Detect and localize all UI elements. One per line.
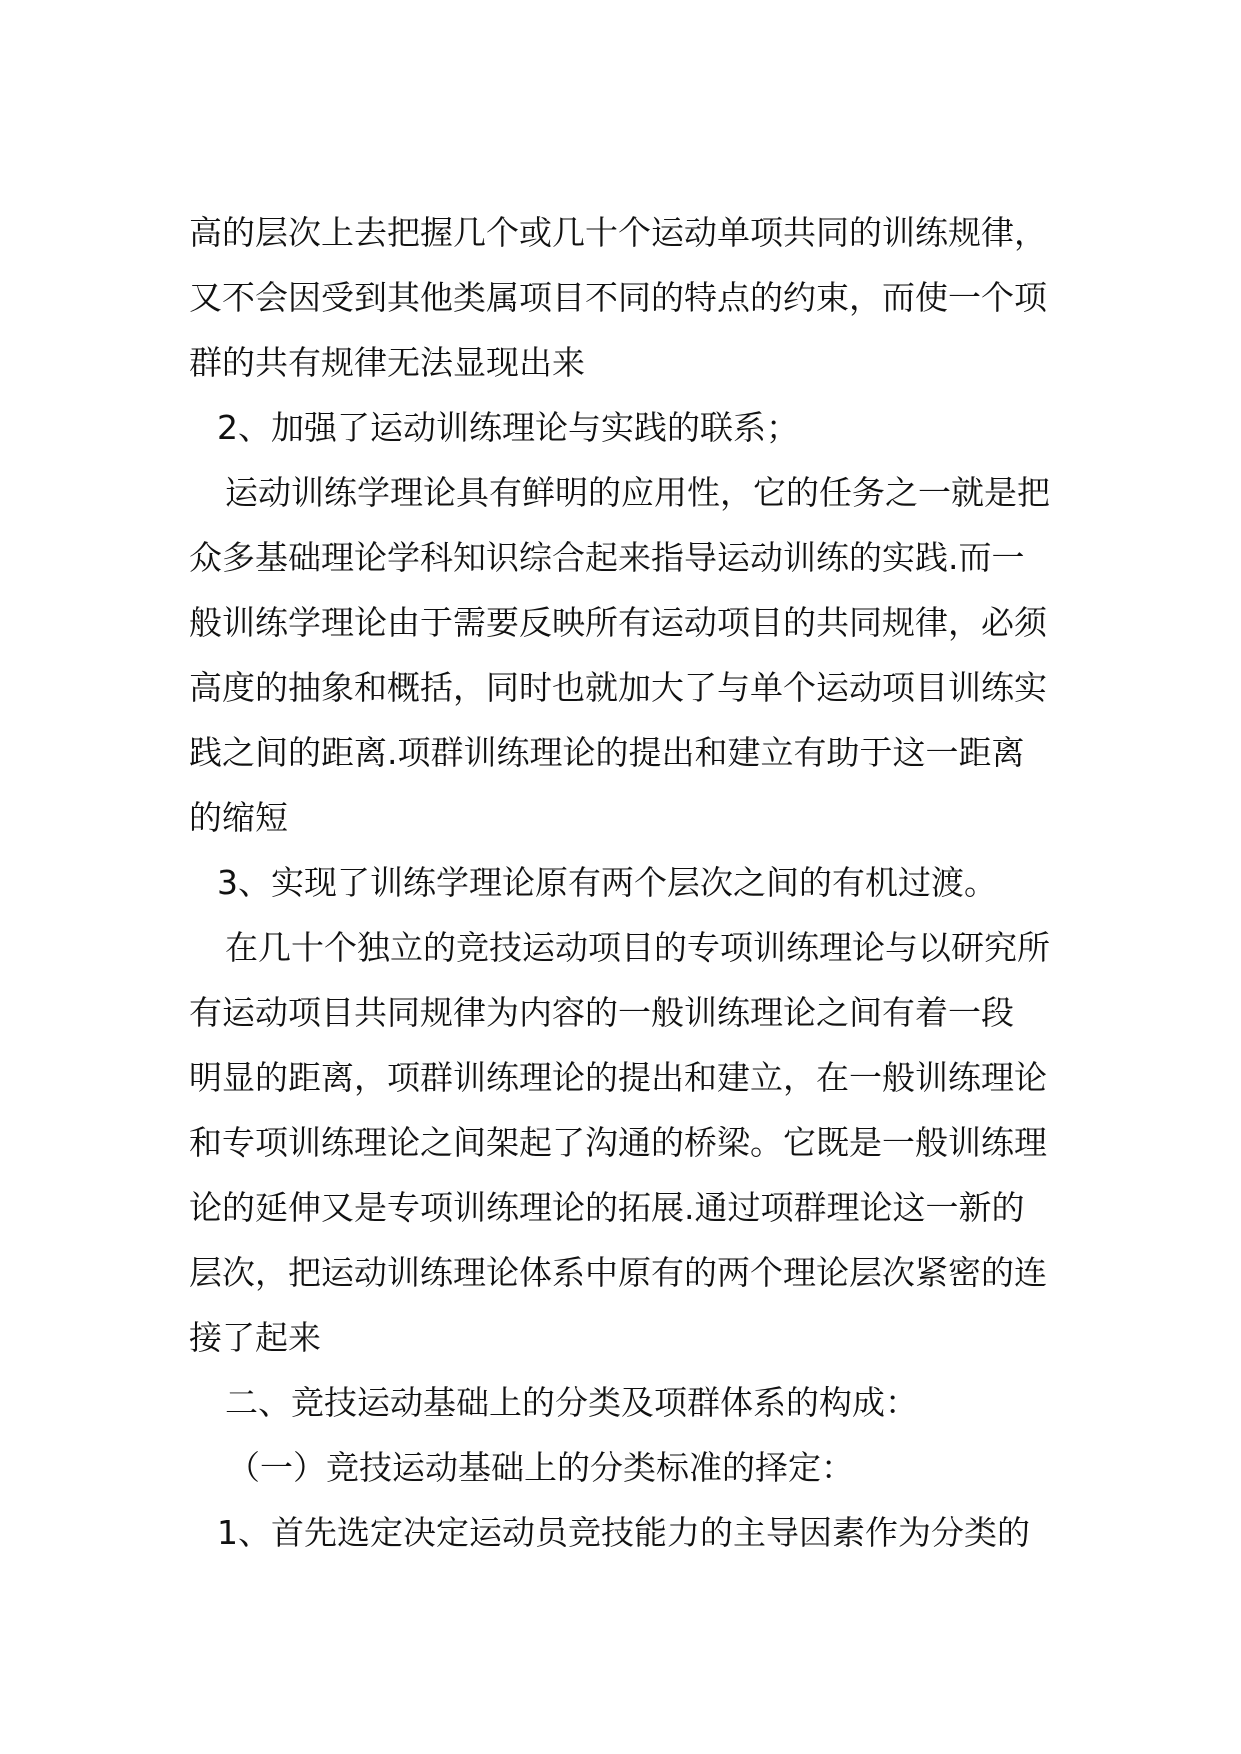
- text-line: 群的共有规律无法显现出来: [189, 343, 585, 382]
- text-line: 有运动项目共同规律为内容的一般训练理论之间有着一段: [189, 993, 1014, 1032]
- subsection-heading: （一）竞技运动基础上的分类标准的择定：: [227, 1448, 854, 1487]
- text-line: 3、实现了训练学理论原有两个层次之间的有机过渡。: [217, 863, 997, 902]
- text-line: 践之间的距离.项群训练理论的提出和建立有助于这一距离: [189, 733, 1025, 772]
- text-line: 的缩短: [189, 798, 288, 837]
- text-line: 运动训练学理论具有鲜明的应用性，它的任务之一就是把: [225, 473, 1050, 512]
- text-line: 论的延伸又是专项训练理论的拓展.通过项群理论这一新的: [189, 1188, 1025, 1227]
- text-line: 层次，把运动训练理论体系中原有的两个理论层次紧密的连: [189, 1253, 1047, 1292]
- text-line: 2、加强了运动训练理论与实践的联系；: [217, 408, 799, 447]
- text-line: 众多基础理论学科知识综合起来指导运动训练的实践.而一: [189, 538, 1025, 577]
- body-text: [189, 200, 1069, 1565]
- text-line: 高的层次上去把握几个或几十个运动单项共同的训练规律，: [189, 213, 1047, 252]
- text-line: 接了起来: [189, 1318, 321, 1357]
- text-line: 般训练学理论由于需要反映所有运动项目的共同规律，必须: [189, 603, 1047, 642]
- text-line: 在几十个独立的竞技运动项目的专项训练理论与以研究所: [225, 928, 1050, 967]
- text-line: 1、首先选定决定运动员竞技能力的主导因素作为分类的: [217, 1513, 1030, 1552]
- text-line: 高度的抽象和概括，同时也就加大了与单个运动项目训练实: [189, 668, 1047, 707]
- text-line: 又不会因受到其他类属项目不同的特点的约束，而使一个项: [189, 278, 1047, 317]
- section-heading: 二、竞技运动基础上的分类及项群体系的构成：: [225, 1383, 918, 1422]
- text-line: 和专项训练理论之间架起了沟通的桥梁。它既是一般训练理: [189, 1123, 1047, 1162]
- text-line: 明显的距离，项群训练理论的提出和建立，在一般训练理论: [189, 1058, 1047, 1097]
